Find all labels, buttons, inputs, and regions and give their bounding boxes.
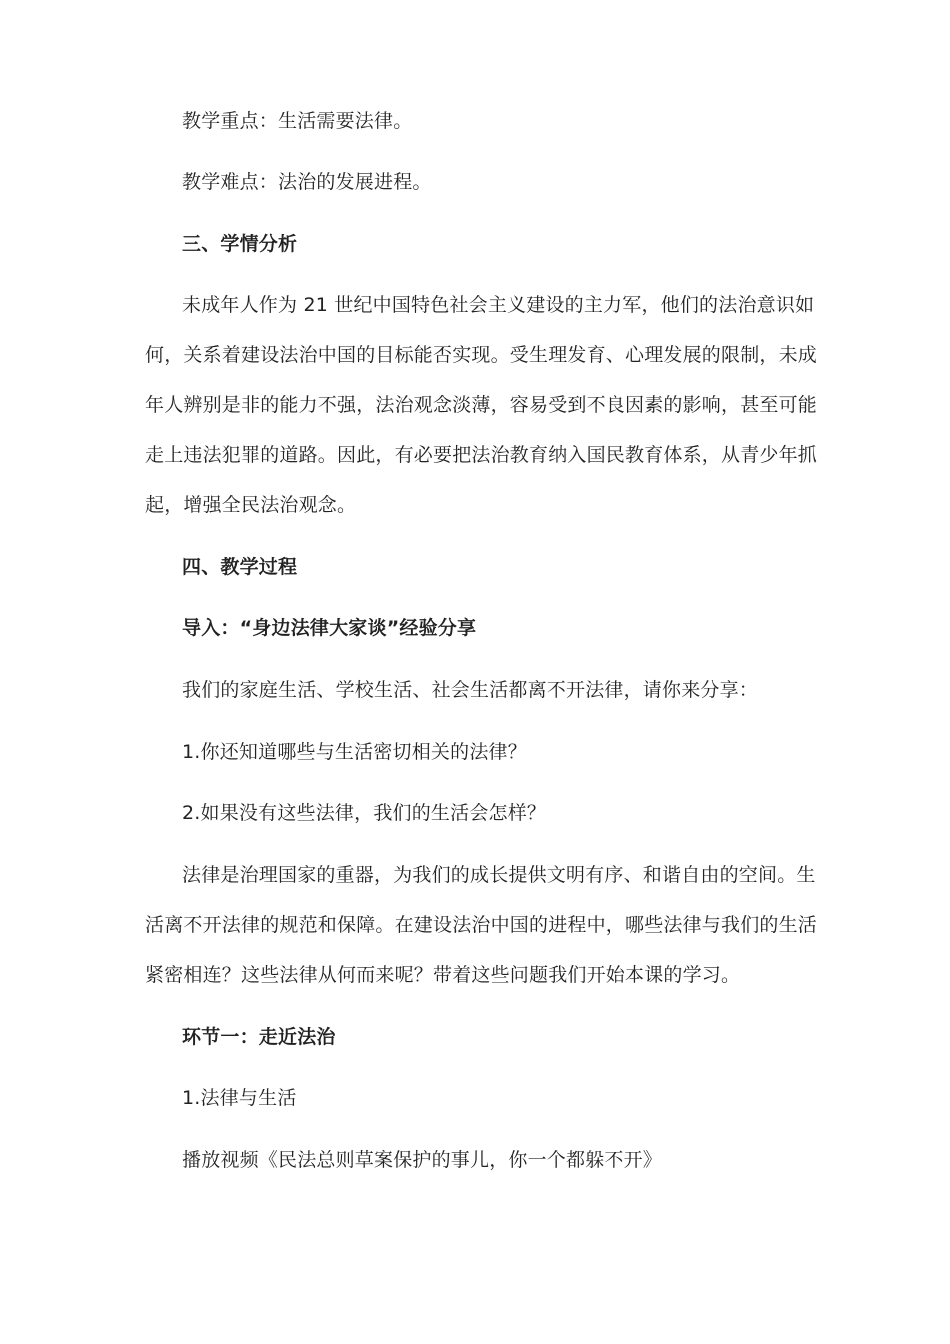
- step1-subheading: 1.法律与生活: [182, 1087, 297, 1109]
- paragraph-line: 起，增强全民法治观念。: [145, 494, 357, 516]
- section-heading-student-analysis: 三、学情分析: [182, 233, 298, 255]
- teaching-focus: 教学重点：生活需要法律。: [182, 110, 413, 132]
- step1-heading: 环节一：走近法治: [182, 1026, 336, 1048]
- video-instruction: 播放视频《民法总则草案保护的事儿，你一个都躲不开》: [182, 1149, 663, 1171]
- paragraph-line: 活离不开法律的规范和保障。在建设法治中国的进程中，哪些法律与我们的生活: [145, 914, 818, 936]
- intro-text: 我们的家庭生活、学校生活、社会生活都离不开法律，请你来分享：: [182, 679, 759, 701]
- paragraph-line: 年人辨别是非的能力不强，法治观念淡薄，容易受到不良因素的影响，甚至可能: [145, 394, 818, 416]
- question-2: 2.如果没有这些法律，我们的生活会怎样？: [182, 802, 547, 824]
- paragraph-line: 紧密相连？这些法律从何而来呢？带着这些问题我们开始本课的学习。: [145, 964, 741, 986]
- teaching-difficulty: 教学难点：法治的发展进程。: [182, 171, 432, 193]
- paragraph-line: 法律是治理国家的重器，为我们的成长提供文明有序、和谐自由的空间。生: [182, 864, 816, 886]
- intro-heading: 导入：“身边法律大家谈”经验分享: [182, 617, 477, 639]
- paragraph-line: 未成年人作为 21 世纪中国特色社会主义建设的主力军，他们的法治意识如: [182, 294, 815, 316]
- paragraph-line: 何，关系着建设法治中国的目标能否实现。受生理发育、心理发展的限制，未成: [145, 344, 818, 366]
- question-1: 1.你还知道哪些与生活密切相关的法律？: [182, 741, 527, 763]
- paragraph-line: 走上违法犯罪的道路。因此，有必要把法治教育纳入国民教育体系，从青少年抓: [145, 444, 818, 466]
- section-heading-teaching-process: 四、教学过程: [182, 556, 298, 578]
